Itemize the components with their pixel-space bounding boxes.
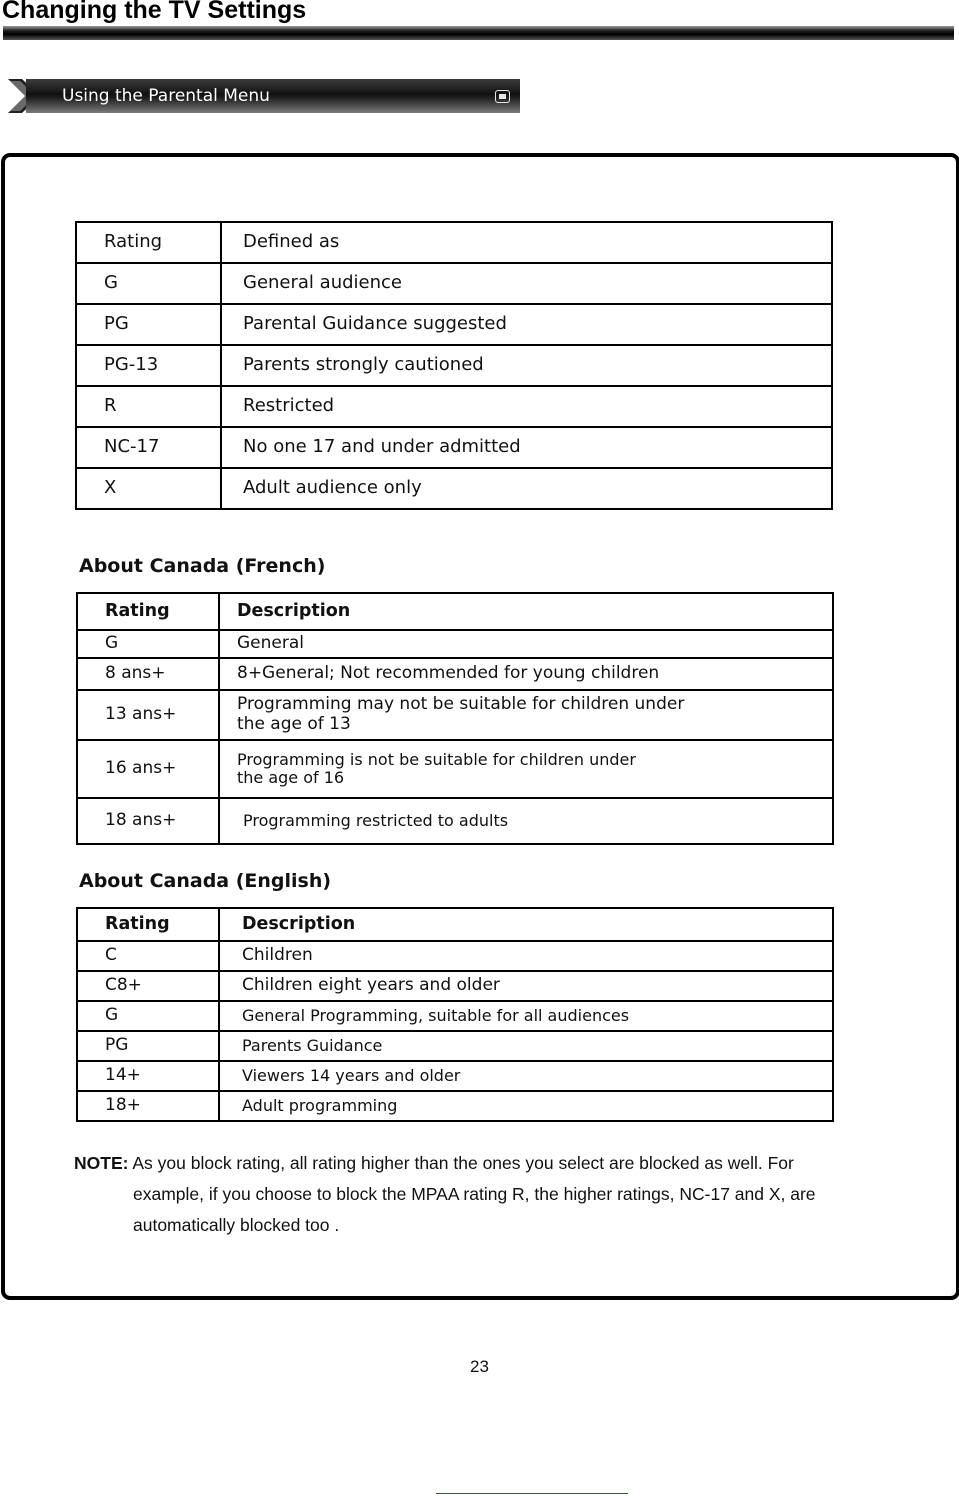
- description-cell: General: [219, 630, 833, 658]
- table-row: [77, 690, 833, 740]
- rating-cell: PG: [76, 304, 221, 345]
- description-cell: 8+General; Not recommended for young children: [219, 658, 833, 690]
- description-line: Programming is not be suitable for children under: [237, 749, 636, 769]
- definition-cell: No one 17 and under admitted: [221, 427, 832, 468]
- table-row: [76, 263, 832, 304]
- table-row: [77, 798, 833, 844]
- canada-english-heading: About Canada (English): [79, 870, 332, 892]
- rating-cell: G: [76, 263, 221, 304]
- description-line: the age of 13: [237, 714, 351, 734]
- table-row: [77, 1061, 833, 1091]
- canada-french-table: [76, 592, 834, 845]
- rating-cell: PG: [77, 1031, 219, 1061]
- rating-cell: NC-17: [76, 427, 221, 468]
- mpaa-rating-table: [75, 221, 833, 510]
- header-description: Description: [219, 908, 833, 941]
- note-line: [74, 1148, 874, 1179]
- table-row: [76, 304, 832, 345]
- table-row: [77, 1091, 833, 1121]
- rating-cell: X: [76, 468, 221, 509]
- rating-cell: G: [77, 1001, 219, 1031]
- table-row: [76, 345, 832, 386]
- header-description: Description: [219, 593, 833, 630]
- table-row: [77, 658, 833, 690]
- rating-cell: 18 ans+: [77, 798, 219, 844]
- note-text-line-3: automatically blocked too .: [133, 1215, 340, 1235]
- rating-cell: 18+: [77, 1091, 219, 1121]
- note-text-line-2: example, if you choose to block the MPAA rating R, the higher ratings, NC-17 and X, are: [133, 1184, 816, 1204]
- page-number: 23: [470, 1357, 489, 1376]
- rating-cell: G: [77, 630, 219, 658]
- description-cell: Adult programming: [219, 1091, 833, 1121]
- description-cell: Children: [219, 941, 833, 971]
- menu-banner: [8, 78, 512, 114]
- menu-banner-bar: [26, 79, 520, 113]
- note-label: NOTE:: [74, 1153, 129, 1173]
- rating-cell: 16 ans+: [77, 740, 219, 798]
- description-cell: [219, 690, 833, 740]
- rating-cell: 14+: [77, 1061, 219, 1091]
- table-row: [77, 630, 833, 658]
- table-row: [76, 427, 832, 468]
- table-header-row: [76, 222, 832, 263]
- header-defined-as: Defined as: [221, 222, 832, 263]
- rating-cell: C: [77, 941, 219, 971]
- bottom-link-underline: [436, 1493, 628, 1494]
- header-rating: Rating: [77, 908, 219, 941]
- definition-cell: Adult audience only: [221, 468, 832, 509]
- note-text-line-1: As you block rating, all rating higher than the ones you select are blocked as well. For: [132, 1153, 794, 1173]
- table-row: [76, 468, 832, 509]
- rating-cell: C8+: [77, 971, 219, 1001]
- table-row: [77, 941, 833, 971]
- table-row: [77, 971, 833, 1001]
- description-line: Programming may not be suitable for children under: [237, 694, 685, 715]
- table-header-row: [77, 908, 833, 941]
- definition-cell: Parents strongly cautioned: [221, 345, 832, 386]
- definition-cell: Parental Guidance suggested: [221, 304, 832, 345]
- description-cell: Children eight years and older: [219, 971, 833, 1001]
- description-line: the age of 16: [237, 768, 345, 787]
- rating-cell: 8 ans+: [77, 658, 219, 690]
- table-row: [77, 1031, 833, 1061]
- description-cell: Viewers 14 years and older: [219, 1061, 833, 1091]
- menu-banner-label: Using the Parental Menu: [62, 86, 270, 106]
- canada-french-heading: About Canada (French): [79, 555, 326, 577]
- description-cell: Programming restricted to adults: [219, 798, 833, 844]
- description-cell: [219, 740, 833, 798]
- table-row: [77, 740, 833, 798]
- table-row: [76, 386, 832, 427]
- definition-cell: Restricted: [221, 386, 832, 427]
- definition-cell: General audience: [221, 263, 832, 304]
- menu-button-icon: [495, 90, 510, 103]
- canada-english-table: [76, 907, 834, 1122]
- rating-cell: R: [76, 386, 221, 427]
- note-paragraph: [74, 1148, 874, 1241]
- page-title: Changing the TV Settings: [2, 0, 307, 24]
- title-rule: [3, 26, 954, 40]
- header-rating: Rating: [77, 593, 219, 630]
- table-header-row: [77, 593, 833, 630]
- description-cell: General Programming, suitable for all audiences: [219, 1001, 833, 1031]
- rating-cell: PG-13: [76, 345, 221, 386]
- header-rating: Rating: [76, 222, 221, 263]
- rating-cell: 13 ans+: [77, 690, 219, 740]
- description-cell: Parents Guidance: [219, 1031, 833, 1061]
- table-row: [77, 1001, 833, 1031]
